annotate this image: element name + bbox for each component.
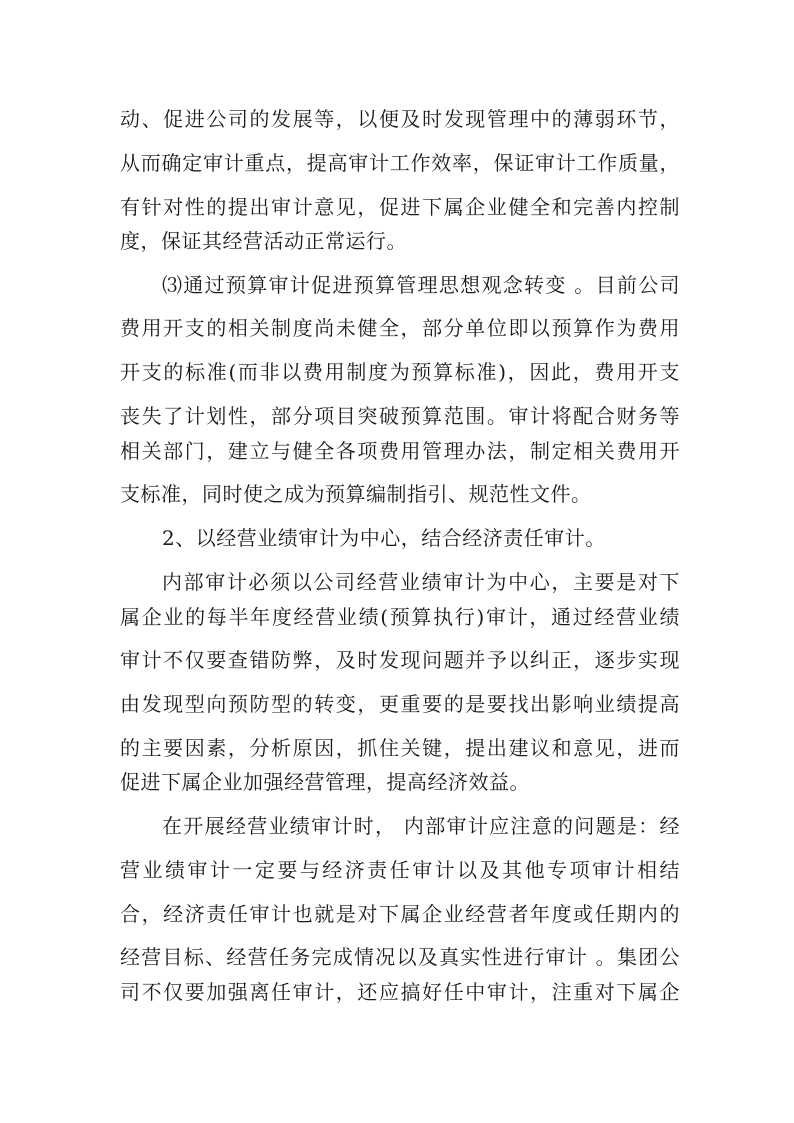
body-text-line: 经营目标、经营任务完成情况以及真实性进行审计 。集团公: [120, 945, 680, 969]
body-text-line: 内部审计必须以公司经营业绩审计为中心，主要是对下: [162, 570, 680, 594]
body-text-line: 支标准，同时使之成为预算编制指引、规范性文件。: [120, 482, 592, 506]
body-text-line: 相关部门，建立与健全各项费用管理办法，制定相关费用开: [120, 439, 680, 463]
body-text-line: 度，保证其经营活动正常运行。: [120, 229, 407, 253]
body-text-line: 审计不仅要查错防弊，及时发现问题并予以纠正，逐步实现: [120, 648, 680, 672]
body-text-line: 促进下属企业加强经营管理，提高经济效益。: [120, 770, 530, 794]
body-text-line: 的主要因素，分析原因，抓住关键，提出建议和意见，进而: [120, 736, 680, 760]
body-text-line: 合，经济责任审计也就是对下属企业经营者年度或任期内的: [120, 902, 680, 926]
section-heading: 2、以经营业绩审计为中心，结合经济责任审计。: [162, 526, 606, 550]
body-text-line: 由发现型向预防型的转变，更重要的是要找出影响业绩提高: [120, 692, 680, 716]
body-text-line: 有针对性的提出审计意见，促进下属企业健全和完善内控制: [120, 195, 680, 219]
body-text-line: 在开展经营业绩审计时， 内部审计应注意的问题是：经: [162, 814, 680, 838]
body-text-line: 司不仅要加强离任审计，还应搞好任中审计，注重对下属企: [120, 980, 680, 1004]
body-text-line: 营业绩审计一定要与经济责任审计以及其他专项审计相结: [120, 858, 680, 882]
body-text-line: 从而确定审计重点，提高审计工作效率，保证审计工作质量，: [120, 151, 680, 175]
body-text-line: 属企业的每半年度经营业绩(预算执行)审计，通过经营业绩: [120, 605, 680, 629]
body-text-line: 开支的标准(而非以费用制度为预算标准)，因此，费用开支: [120, 360, 680, 384]
body-text-line: 动、促进公司的发展等，以便及时发现管理中的薄弱环节，: [120, 107, 680, 131]
body-text-line: ⑶通过预算审计促进预算管理思想观念转变 。目前公司: [162, 273, 680, 297]
body-text-line: 丧失了计划性，部分项目突破预算范围。审计将配合财务等: [120, 404, 680, 428]
body-text-line: 费用开支的相关制度尚未健全，部分单位即以预算作为费用: [120, 316, 680, 340]
